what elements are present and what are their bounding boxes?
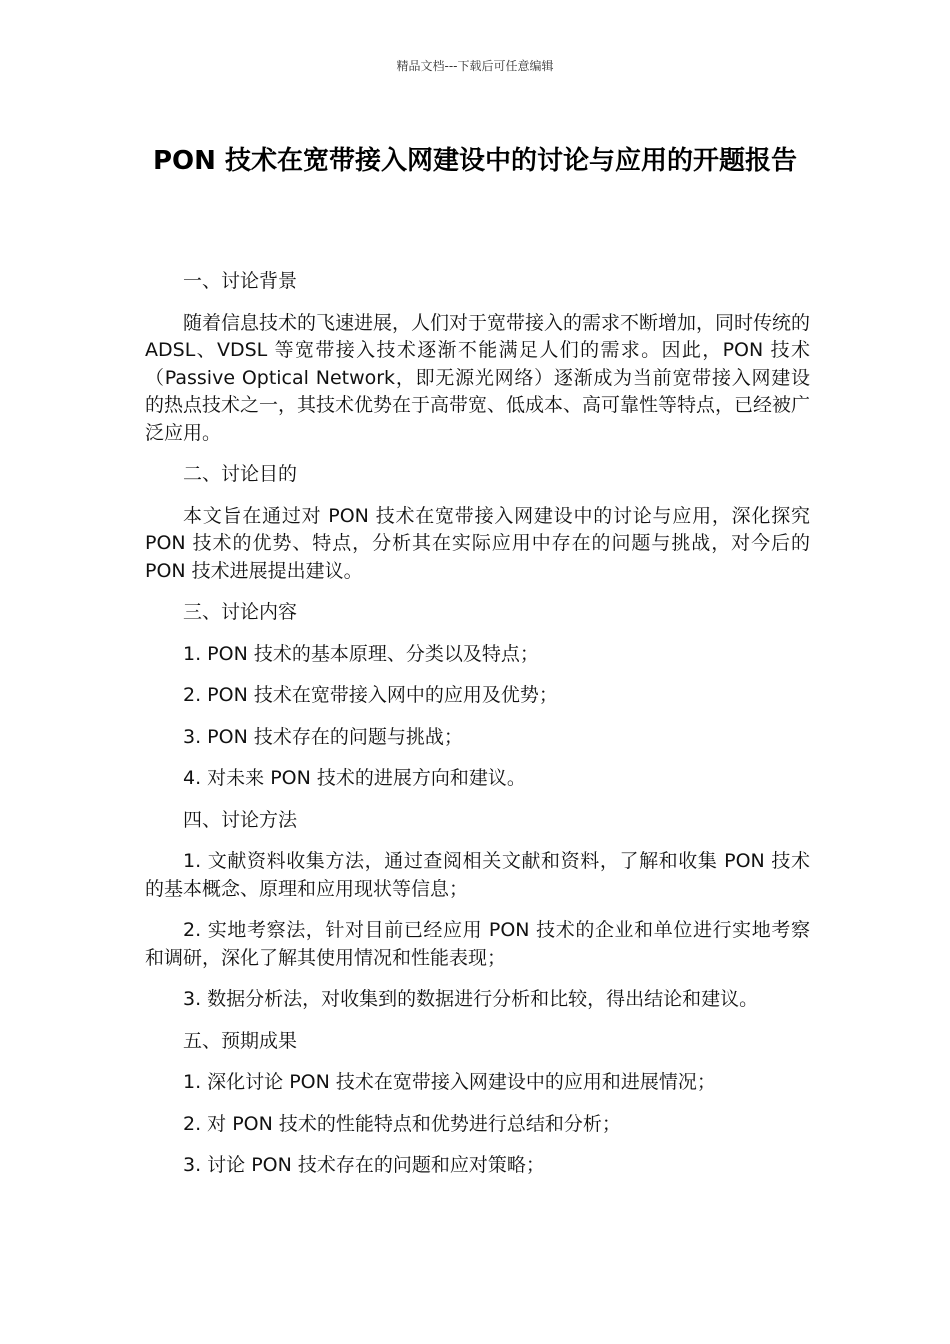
section-heading-purpose: 二、讨论目的 bbox=[183, 463, 298, 485]
document-title: PON 技术在宽带接入网建设中的讨论与应用的开题报告 bbox=[153, 146, 797, 176]
section-heading-content: 三、讨论内容 bbox=[183, 601, 298, 623]
paragraph-background: 随着信息技术的飞速进展，人们对于宽带接入的需求不断增加，同时传统的 ADSL、VDSL 等宽带接入技术逐渐不能满足人们的需求。因此，PON 技术（Passive Optical Network，即无源光网络）逐渐成为当前宽带接入网建设的热点技术之一，其技术优势在于高带宽、低成本、高可靠性等特点，已经被广泛应用。 bbox=[145, 311, 811, 444]
list-item: 1. 文献资料收集方法，通过查阅相关文献和资料，了解和收集 PON 技术的基本概念、原理和应用现状等信息； bbox=[145, 850, 810, 900]
list-item: 1. PON 技术的基本原理、分类以及特点； bbox=[183, 642, 539, 665]
section-heading-methods: 四、讨论方法 bbox=[183, 808, 298, 831]
list-item: 2. 实地考察法，针对目前已经应用 PON 技术的企业和单位进行实地考察和调研，深化了解其使用情况和性能表现； bbox=[145, 919, 810, 969]
paragraph-purpose: 本文旨在通过对 PON 技术在宽带接入网建设中的讨论与应用，深化探究 PON 技术的优势、特点，分析其在实际应用中存在的问题与挑战，对今后的 PON 技术进展提出建议。 bbox=[145, 504, 810, 582]
section-heading-outcomes: 五、预期成果 bbox=[183, 1029, 298, 1052]
list-item: 1. 深化讨论 PON 技术在宽带接入网建设中的应用和进展情况； bbox=[183, 1071, 716, 1093]
list-item: 2. PON 技术在宽带接入网中的应用及优势； bbox=[183, 684, 558, 706]
document-body bbox=[145, 268, 810, 1194]
list-item: 4. 对未来 PON 技术的进展方向和建议。 bbox=[183, 767, 526, 789]
list-item: 3. 讨论 PON 技术存在的问题和应对策略； bbox=[183, 1154, 545, 1176]
header-note: 精品文档---下载后可任意编辑 bbox=[396, 59, 554, 73]
list-item: 3. 数据分析法，对收集到的数据进行分析和比较，得出结论和建议。 bbox=[183, 988, 759, 1010]
section-heading-background: 一、讨论背景 bbox=[183, 270, 298, 292]
list-item: 2. 对 PON 技术的性能特点和优势进行总结和分析； bbox=[183, 1112, 621, 1135]
list-item: 3. PON 技术存在的问题与挑战； bbox=[183, 725, 463, 748]
